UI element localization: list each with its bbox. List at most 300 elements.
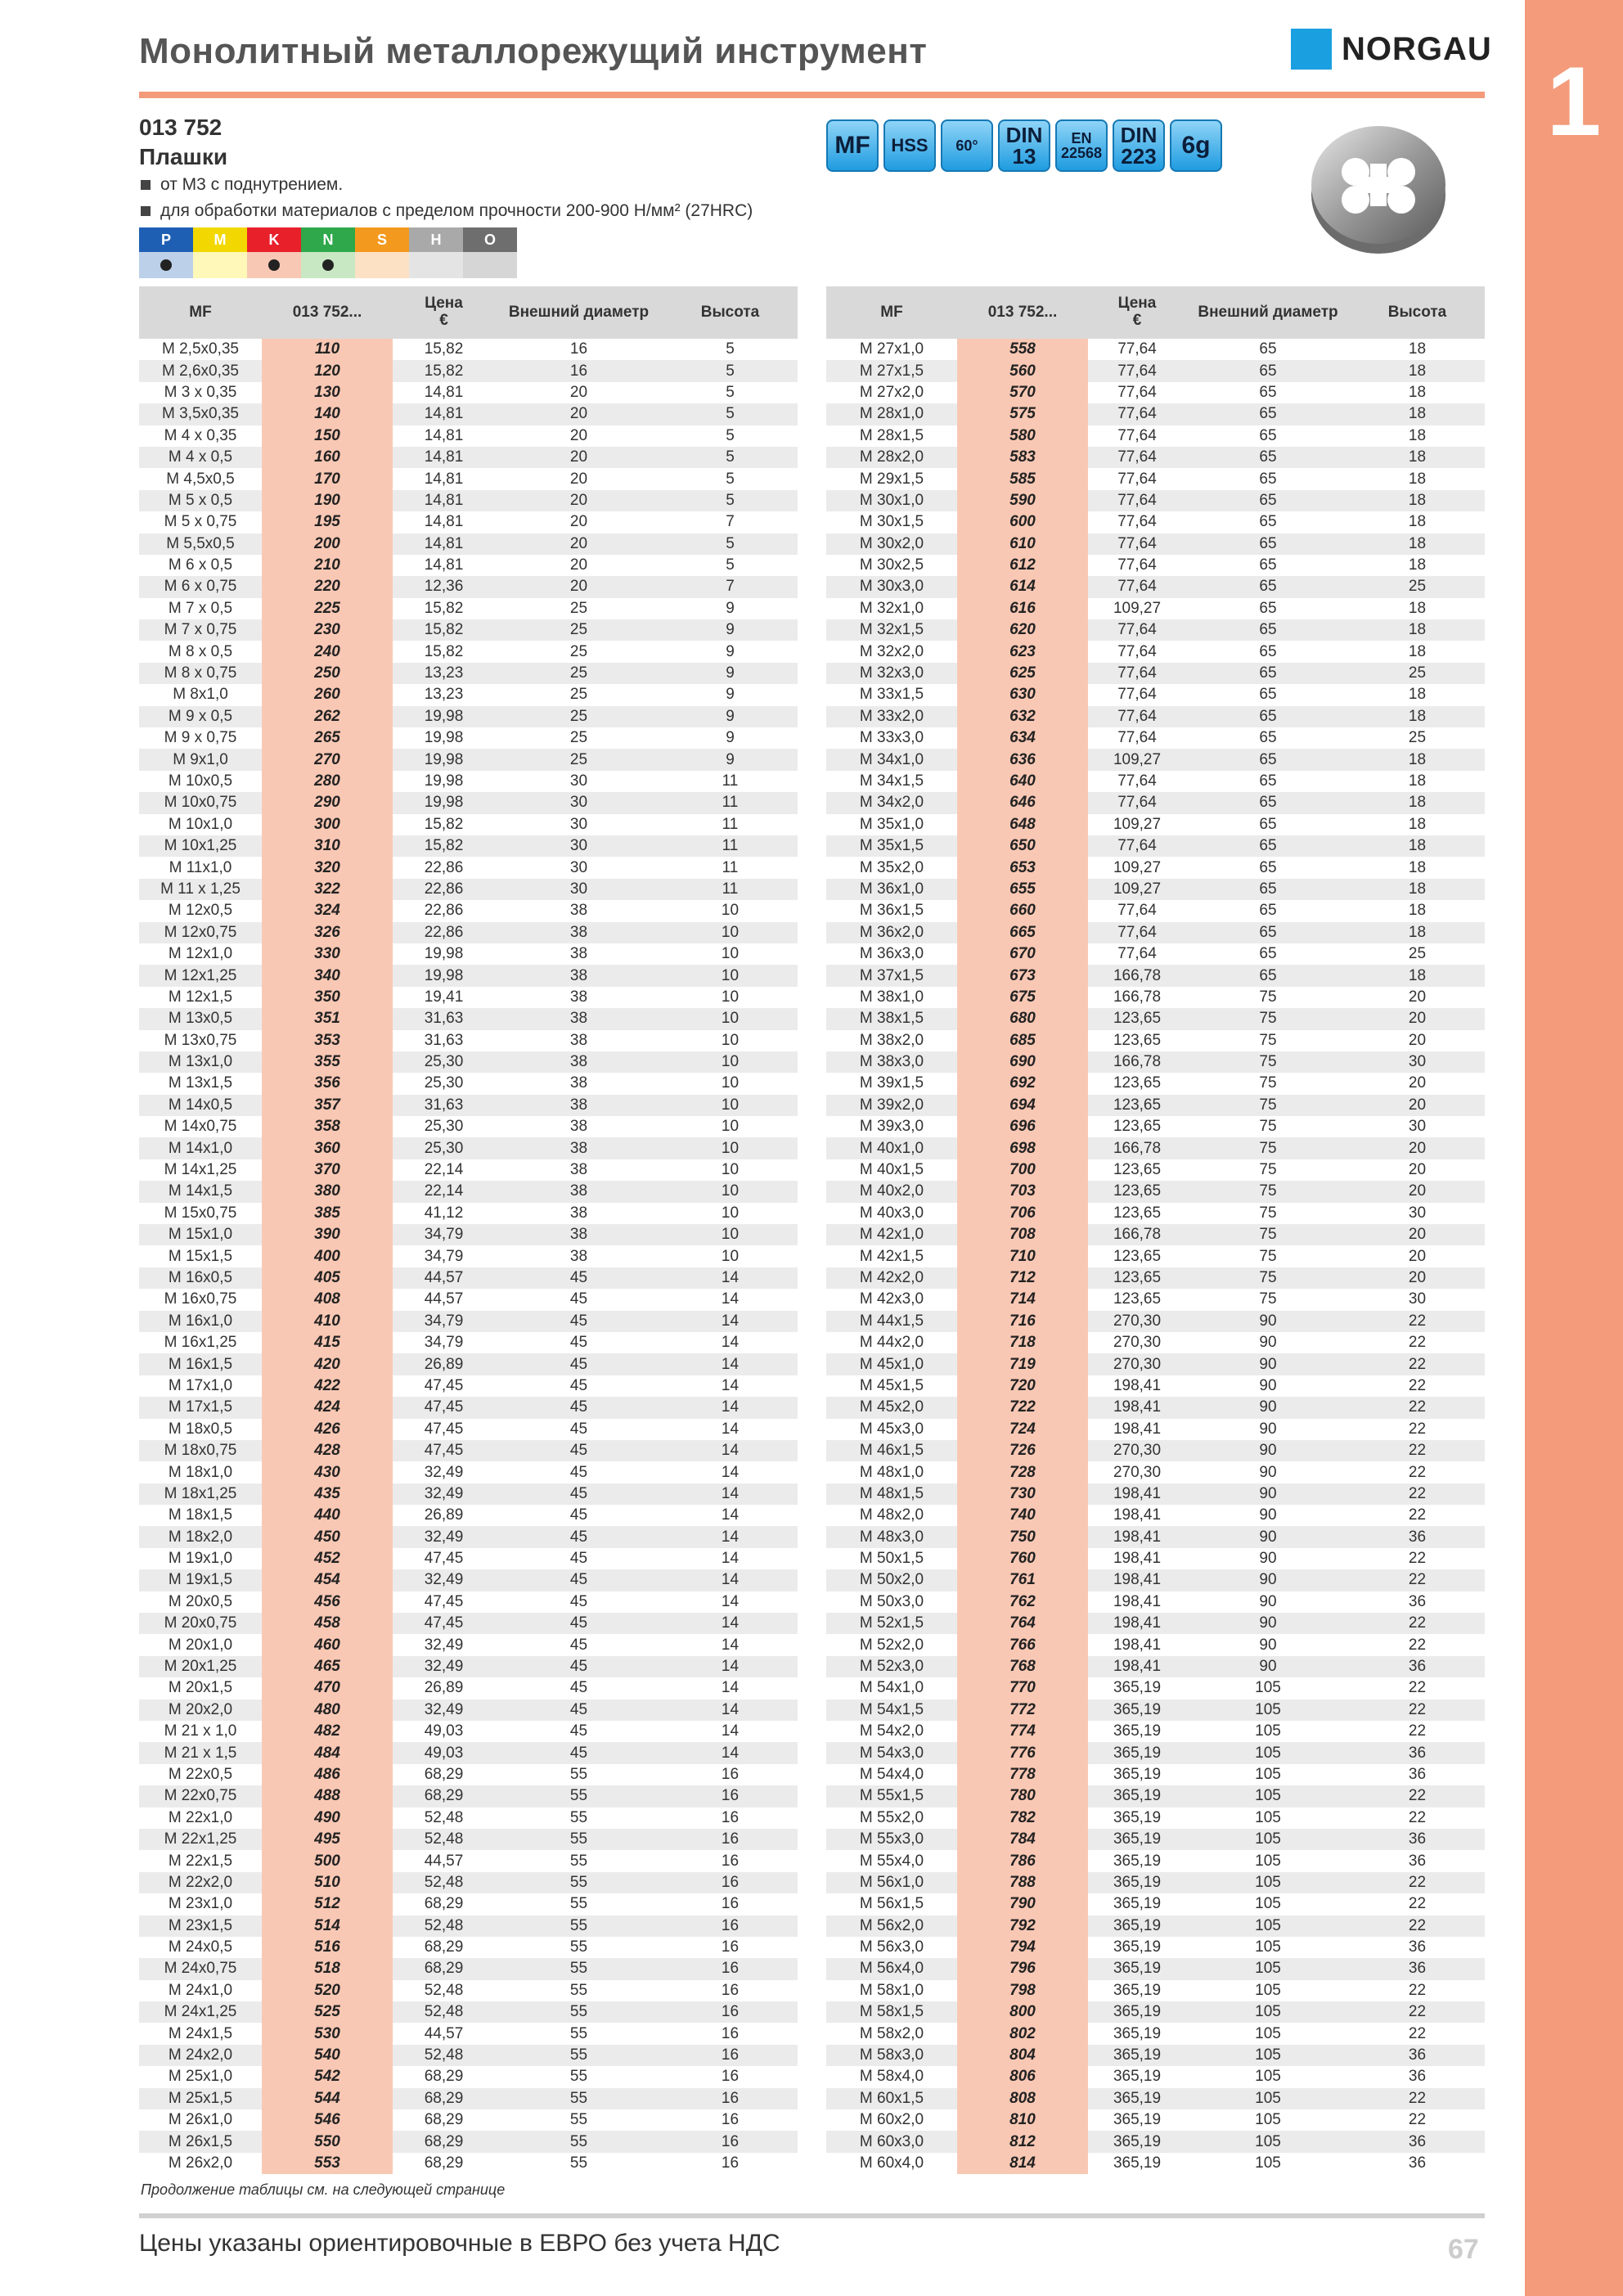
cell-outer-diameter: 55 [569, 1765, 588, 1783]
cell-code: 800 [957, 2001, 1088, 2023]
cell-price: 26,89 [393, 1353, 495, 1375]
cell-price: 19,98 [393, 792, 495, 813]
table-row [139, 1095, 798, 1116]
cell-code: 653 [957, 857, 1088, 878]
cell-outer-diameter: 90 [1259, 1636, 1277, 1654]
table-row [139, 1548, 798, 1569]
cell-outer-diameter: 65 [1186, 706, 1350, 727]
col-code: 013 752... [262, 286, 393, 339]
cell-height: 22 [1350, 1311, 1485, 1332]
cell-mf: M 18x1,0 [168, 1463, 233, 1481]
cell-outer-diameter: 38 [495, 1224, 663, 1245]
material-label-p: P [139, 227, 193, 252]
chapter-side-strip [1525, 0, 1623, 2296]
cell-mf: M 15x1,5 [168, 1247, 233, 1265]
cell-height: 20 [1350, 1095, 1485, 1116]
cell-mf: M 19x1,5 [139, 1569, 262, 1591]
cell-mf: M 12x1,25 [139, 965, 262, 986]
cell-outer-diameter: 65 [1259, 513, 1277, 531]
cell-mf: M 56x3,0 [859, 1938, 924, 1956]
cell-outer-diameter: 45 [569, 1636, 588, 1654]
cell-code: 724 [957, 1419, 1088, 1440]
cell-code: 225 [262, 598, 393, 619]
cell-outer-diameter: 65 [1259, 470, 1277, 488]
cell-height: 22 [1408, 1679, 1427, 1697]
cell-code: 698 [957, 1137, 1088, 1159]
cell-price: 365,19 [1113, 2024, 1162, 2042]
cell-outer-diameter: 105 [1255, 2024, 1281, 2042]
cell-height: 18 [1408, 426, 1427, 444]
table-row [139, 1850, 798, 1871]
cell-code: 190 [262, 490, 393, 511]
cell-price: 77,64 [1117, 426, 1157, 444]
cell-price: 19,98 [393, 965, 495, 986]
table-row [826, 598, 1485, 619]
cell-outer-diameter: 75 [1259, 1074, 1277, 1092]
cell-outer-diameter: 30 [569, 815, 588, 833]
cell-price: 365,19 [1113, 1938, 1162, 1956]
applicable-dot-icon [268, 259, 280, 271]
cell-code: 798 [957, 1980, 1088, 2001]
cell-mf: M 52x2,0 [859, 1636, 924, 1654]
cell-outer-diameter: 55 [569, 1981, 588, 1999]
cell-code: 583 [957, 447, 1088, 468]
cell-price: 198,41 [1113, 1376, 1162, 1394]
cell-price: 15,82 [393, 835, 495, 857]
cell-price: 365,19 [1088, 1742, 1186, 1763]
cell-height: 16 [663, 1872, 798, 1893]
cell-height: 18 [1350, 792, 1485, 813]
cell-code: 385 [262, 1203, 393, 1224]
cell-price: 32,49 [393, 1699, 495, 1721]
cell-price: 68,29 [393, 1785, 495, 1807]
cell-price: 52,48 [393, 2045, 495, 2066]
cell-code: 210 [262, 555, 393, 576]
cell-code: 486 [262, 1764, 393, 1785]
cell-outer-diameter: 38 [495, 1181, 663, 1202]
cell-outer-diameter: 65 [1259, 599, 1277, 617]
spec-badge [1113, 119, 1165, 172]
cell-price: 365,19 [1113, 1895, 1162, 1913]
table-row [826, 468, 1485, 489]
cell-code: 270 [262, 749, 393, 770]
cell-price: 19,98 [393, 749, 495, 770]
cell-mf: M 38x3,0 [826, 1051, 957, 1073]
cell-code: 516 [262, 1937, 393, 1958]
table-row [826, 490, 1485, 511]
table-row [826, 641, 1485, 662]
cell-outer-diameter: 20 [569, 426, 588, 444]
cell-mf: M 44x2,0 [859, 1334, 924, 1352]
cell-mf: M 2,6x0,35 [139, 360, 262, 381]
cell-mf: M 18x0,75 [139, 1440, 262, 1461]
table-row [826, 771, 1485, 792]
table-row [826, 1677, 1485, 1699]
cell-price: 77,64 [1088, 835, 1186, 857]
cell-height: 16 [721, 1852, 740, 1870]
cell-code: 480 [262, 1699, 393, 1721]
spec-badge [1055, 119, 1108, 172]
material-cell-h [409, 252, 463, 278]
cell-mf: M 55x1,5 [826, 1785, 957, 1807]
table-row [139, 727, 798, 749]
cell-height: 18 [1408, 383, 1427, 401]
cell-mf: M 35x1,5 [826, 835, 957, 857]
cell-code: 770 [957, 1677, 1088, 1699]
cell-outer-diameter: 55 [495, 1916, 663, 1937]
cell-code: 424 [262, 1397, 393, 1418]
cell-mf: M 14x1,25 [164, 1161, 237, 1179]
table-row [826, 727, 1485, 749]
table-row [826, 663, 1485, 684]
cell-mf: M 13x0,75 [164, 1031, 237, 1049]
cell-mf: M 24x1,25 [139, 2001, 262, 2023]
cell-height: 9 [663, 619, 798, 641]
cell-code: 495 [262, 1829, 393, 1850]
cell-price: 68,29 [424, 1765, 464, 1783]
cell-mf: M 22x0,5 [168, 1765, 233, 1783]
cell-code: 320 [262, 857, 393, 878]
cell-height: 16 [663, 2045, 798, 2066]
table-row [826, 1332, 1485, 1353]
cell-height: 20 [1350, 1008, 1485, 1029]
cell-mf: M 50x2,0 [826, 1569, 957, 1591]
cell-outer-diameter: 90 [1186, 1656, 1350, 1677]
cell-height: 10 [663, 1095, 798, 1116]
cell-mf: M 28x2,0 [826, 447, 957, 468]
cell-height: 14 [663, 1397, 798, 1418]
cell-mf: M 60x1,5 [826, 2088, 957, 2109]
table-row [826, 511, 1485, 533]
cell-price: 365,19 [1088, 1916, 1186, 1937]
table-row [826, 1656, 1485, 1677]
cell-code: 415 [262, 1332, 393, 1353]
cell-height: 18 [1408, 340, 1427, 358]
cell-height: 9 [663, 706, 798, 727]
table-row [139, 2045, 798, 2066]
cell-code: 454 [262, 1569, 393, 1591]
cell-price: 15,82 [424, 815, 464, 833]
col-height: Высота [663, 286, 798, 339]
cell-code: 719 [957, 1353, 1088, 1375]
continuation-note: Продолжение таблицы см. на следующей странице [141, 2181, 506, 2198]
cell-price: 123,65 [1113, 1161, 1162, 1179]
cell-code: 634 [957, 727, 1088, 749]
cell-outer-diameter: 90 [1259, 1376, 1277, 1394]
cell-code: 714 [957, 1289, 1088, 1310]
cell-price: 123,65 [1088, 1095, 1186, 1116]
cell-code: 808 [957, 2088, 1088, 2109]
cell-mf: M 40x1,0 [826, 1137, 957, 1159]
cell-height: 20 [1408, 1247, 1427, 1265]
cell-outer-diameter: 20 [495, 533, 663, 555]
cell-height: 25 [1350, 576, 1485, 597]
cell-code: 710 [957, 1245, 1088, 1267]
cell-price: 14,81 [393, 403, 495, 425]
cell-price: 49,03 [424, 1722, 464, 1740]
applicable-dot-icon [160, 259, 172, 271]
cell-outer-diameter: 75 [1259, 1247, 1277, 1265]
cell-mf: M 45x3,0 [859, 1420, 924, 1438]
cell-code: 426 [262, 1419, 393, 1440]
cell-height: 36 [1408, 1765, 1427, 1783]
table-row [139, 1375, 798, 1397]
cell-code: 580 [957, 425, 1088, 447]
cell-mf: M 52x3,0 [826, 1656, 957, 1677]
cell-mf: M 16x0,75 [164, 1290, 237, 1308]
cell-height: 16 [663, 2088, 798, 2109]
table-row [826, 1397, 1485, 1418]
table-row [139, 468, 798, 489]
cell-price: 166,78 [1088, 1137, 1186, 1159]
cell-code: 490 [262, 1808, 393, 1829]
material-label-o: O [463, 227, 517, 252]
cell-height: 22 [1408, 1376, 1427, 1394]
cell-outer-diameter: 105 [1255, 1679, 1281, 1697]
cell-height: 10 [721, 1074, 740, 1092]
cell-outer-diameter: 55 [569, 1808, 588, 1826]
cell-code: 616 [957, 598, 1088, 619]
cell-price: 68,29 [424, 2154, 464, 2172]
cell-code: 370 [262, 1159, 393, 1181]
cell-outer-diameter: 65 [1186, 965, 1350, 986]
cell-price: 365,19 [1113, 2068, 1162, 2086]
cell-outer-diameter: 75 [1259, 1290, 1277, 1308]
cell-height: 22 [1408, 1506, 1427, 1524]
cell-outer-diameter: 45 [495, 1569, 663, 1591]
table-row [826, 684, 1485, 705]
table-row [826, 403, 1485, 425]
cell-code: 488 [262, 1785, 393, 1807]
badge-top-text: 60° [955, 137, 978, 154]
cell-height: 22 [1350, 2088, 1485, 2109]
cell-code: 130 [262, 382, 393, 403]
cell-outer-diameter: 55 [569, 1852, 588, 1870]
cell-mf: M 24x0,5 [168, 1938, 233, 1956]
cell-code: 440 [262, 1505, 393, 1526]
cell-price: 32,49 [393, 1656, 495, 1677]
cell-height: 14 [721, 1420, 740, 1438]
cell-mf: M 36x1,0 [826, 879, 957, 900]
table-row [139, 533, 798, 555]
cell-code: 640 [957, 771, 1088, 792]
cell-mf: M 35x1,0 [859, 815, 924, 833]
cell-height: 20 [1350, 1267, 1485, 1289]
badge-bottom-text: 223 [1121, 144, 1157, 169]
cell-mf: M 12x1,5 [168, 988, 233, 1006]
cell-price: 365,19 [1113, 2111, 1162, 2129]
cell-outer-diameter: 45 [495, 1483, 663, 1505]
cell-mf: M 33x1,5 [859, 686, 924, 704]
cell-mf: M 42x3,0 [859, 1290, 924, 1308]
cell-price: 15,82 [424, 642, 464, 660]
table-row [826, 2131, 1485, 2152]
cell-code: 470 [262, 1677, 393, 1699]
cell-price: 14,81 [393, 447, 495, 468]
cell-outer-diameter: 65 [1186, 576, 1350, 597]
table-row [139, 1958, 798, 1979]
cell-mf: M 28x1,0 [826, 403, 957, 425]
cell-outer-diameter: 65 [1186, 749, 1350, 770]
cell-outer-diameter: 105 [1255, 1895, 1281, 1913]
table-row [826, 1980, 1485, 2001]
table-row [826, 2001, 1485, 2023]
cell-code: 405 [262, 1267, 393, 1289]
cell-outer-diameter: 75 [1186, 1181, 1350, 1202]
cell-mf: M 10x1,25 [139, 835, 262, 857]
cell-mf: M 26x1,0 [168, 2111, 233, 2129]
table-row [826, 1613, 1485, 1634]
cell-height: 5 [663, 447, 798, 468]
cell-mf: M 38x1,0 [859, 988, 924, 1006]
cell-price: 52,48 [393, 1872, 495, 1893]
table-row [139, 771, 798, 792]
cell-mf: M 14x1,0 [139, 1137, 262, 1159]
cell-price: 47,45 [393, 1440, 495, 1461]
cell-mf: M 58x4,0 [859, 2068, 924, 2086]
table-row [139, 360, 798, 381]
cell-height: 14 [663, 1483, 798, 1505]
cell-code: 690 [957, 1051, 1088, 1073]
table-row [826, 1137, 1485, 1159]
table-row [139, 879, 798, 900]
table-row [826, 1634, 1485, 1655]
cell-mf: M 32x3,0 [826, 663, 957, 684]
cell-height: 22 [1350, 1440, 1485, 1461]
cell-code: 340 [262, 965, 393, 986]
table-row [139, 2066, 798, 2087]
cell-code: 632 [957, 706, 1088, 727]
cell-height: 18 [1350, 706, 1485, 727]
cell-mf: M 16x0,5 [139, 1267, 262, 1289]
cell-outer-diameter: 25 [495, 619, 663, 641]
cell-price: 68,29 [424, 1938, 464, 1956]
cell-outer-diameter: 105 [1186, 1872, 1350, 1893]
cell-mf: M 55x4,0 [859, 1852, 924, 1870]
table-row [139, 1613, 798, 1634]
cell-height: 18 [1350, 619, 1485, 641]
cell-price: 198,41 [1113, 1592, 1162, 1610]
cell-price: 14,81 [424, 513, 464, 531]
cell-height: 36 [1408, 2068, 1427, 2086]
cell-outer-diameter: 38 [569, 1161, 588, 1179]
cell-code: 716 [957, 1311, 1088, 1332]
cell-code: 351 [262, 1008, 393, 1029]
cell-code: 718 [957, 1332, 1088, 1353]
material-label-s: S [355, 227, 409, 252]
cell-mf: M 27x1,0 [859, 340, 924, 358]
cell-code: 350 [262, 987, 393, 1008]
cell-code: 550 [262, 2131, 393, 2152]
cell-price: 47,45 [393, 1613, 495, 1634]
cell-code: 570 [957, 382, 1088, 403]
cell-code: 660 [957, 900, 1088, 921]
cell-code: 520 [262, 1980, 393, 2001]
cell-price: 365,19 [1088, 1785, 1186, 1807]
cell-height: 18 [1350, 749, 1485, 770]
col-price [393, 286, 495, 339]
table-row [139, 1937, 798, 1958]
cell-code: 400 [262, 1245, 393, 1267]
cell-price: 44,57 [424, 1852, 464, 1870]
cell-code: 766 [957, 1634, 1088, 1655]
cell-outer-diameter: 20 [495, 490, 663, 511]
cell-height: 25 [1350, 663, 1485, 684]
cell-height: 22 [1350, 1569, 1485, 1591]
cell-height: 16 [721, 1895, 740, 1913]
cell-height: 10 [721, 945, 740, 963]
cell-mf: M 28x1,5 [859, 426, 924, 444]
cell-height: 14 [663, 1267, 798, 1289]
cell-code: 810 [957, 2109, 1088, 2131]
cell-code: 452 [262, 1548, 393, 1569]
cell-mf: M 39x1,5 [859, 1074, 924, 1092]
table-row [826, 576, 1485, 597]
cell-height: 9 [726, 599, 735, 617]
table-row [826, 706, 1485, 727]
cell-mf: M 58x1,5 [826, 2001, 957, 2023]
cell-price: 22,14 [393, 1181, 495, 1202]
table-row [139, 1030, 798, 1051]
cell-height: 22 [1350, 1785, 1485, 1807]
col-outer-diameter: Внешний диаметр [1186, 286, 1350, 339]
cell-mf: M 38x2,0 [859, 1031, 924, 1049]
cell-mf: M 22x2,0 [139, 1872, 262, 1893]
cell-outer-diameter: 55 [495, 1785, 663, 1807]
badge-top-text: 6g [1181, 132, 1211, 159]
cell-price: 77,64 [1117, 642, 1157, 660]
cell-mf: M 48x2,0 [859, 1506, 924, 1524]
cell-height: 18 [1408, 772, 1427, 790]
cell-height: 22 [1350, 1397, 1485, 1418]
table-row [826, 1937, 1485, 1958]
cell-code: 525 [262, 2001, 393, 2023]
cell-height: 16 [721, 1938, 740, 1956]
cell-price: 77,64 [1117, 902, 1157, 920]
cell-outer-diameter: 90 [1186, 1311, 1350, 1332]
cell-outer-diameter: 65 [1259, 815, 1277, 833]
cell-mf: M 56x2,0 [826, 1916, 957, 1937]
table-row [826, 1958, 1485, 1979]
cell-code: 740 [957, 1505, 1088, 1526]
cell-price: 25,30 [424, 1118, 464, 1136]
cell-height: 10 [663, 1137, 798, 1159]
table-row [826, 943, 1485, 965]
cell-height: 5 [726, 556, 735, 574]
table-row [826, 1289, 1485, 1310]
badge-bottom-text: 22568 [1060, 145, 1103, 161]
cell-height: 10 [721, 902, 740, 920]
cell-code: 790 [957, 1893, 1088, 1915]
cell-height: 10 [663, 1181, 798, 1202]
cell-mf: M 7 x 0,5 [168, 599, 233, 617]
cell-mf: M 32x1,5 [826, 619, 957, 641]
cell-code: 730 [957, 1483, 1088, 1505]
cell-height: 18 [1350, 447, 1485, 468]
cell-code: 612 [957, 555, 1088, 576]
cell-height: 14 [721, 1334, 740, 1352]
cell-code: 720 [957, 1375, 1088, 1397]
cell-height: 22 [1350, 1872, 1485, 1893]
cell-price: 123,65 [1088, 1008, 1186, 1029]
cell-mf: M 45x1,5 [859, 1376, 924, 1394]
cell-height: 20 [1350, 1181, 1485, 1202]
cell-mf: M 32x2,0 [859, 642, 924, 660]
table-row [139, 965, 798, 986]
cell-mf: M 5,5x0,5 [139, 533, 262, 555]
cell-outer-diameter: 30 [495, 879, 663, 900]
cell-outer-diameter: 75 [1186, 1137, 1350, 1159]
